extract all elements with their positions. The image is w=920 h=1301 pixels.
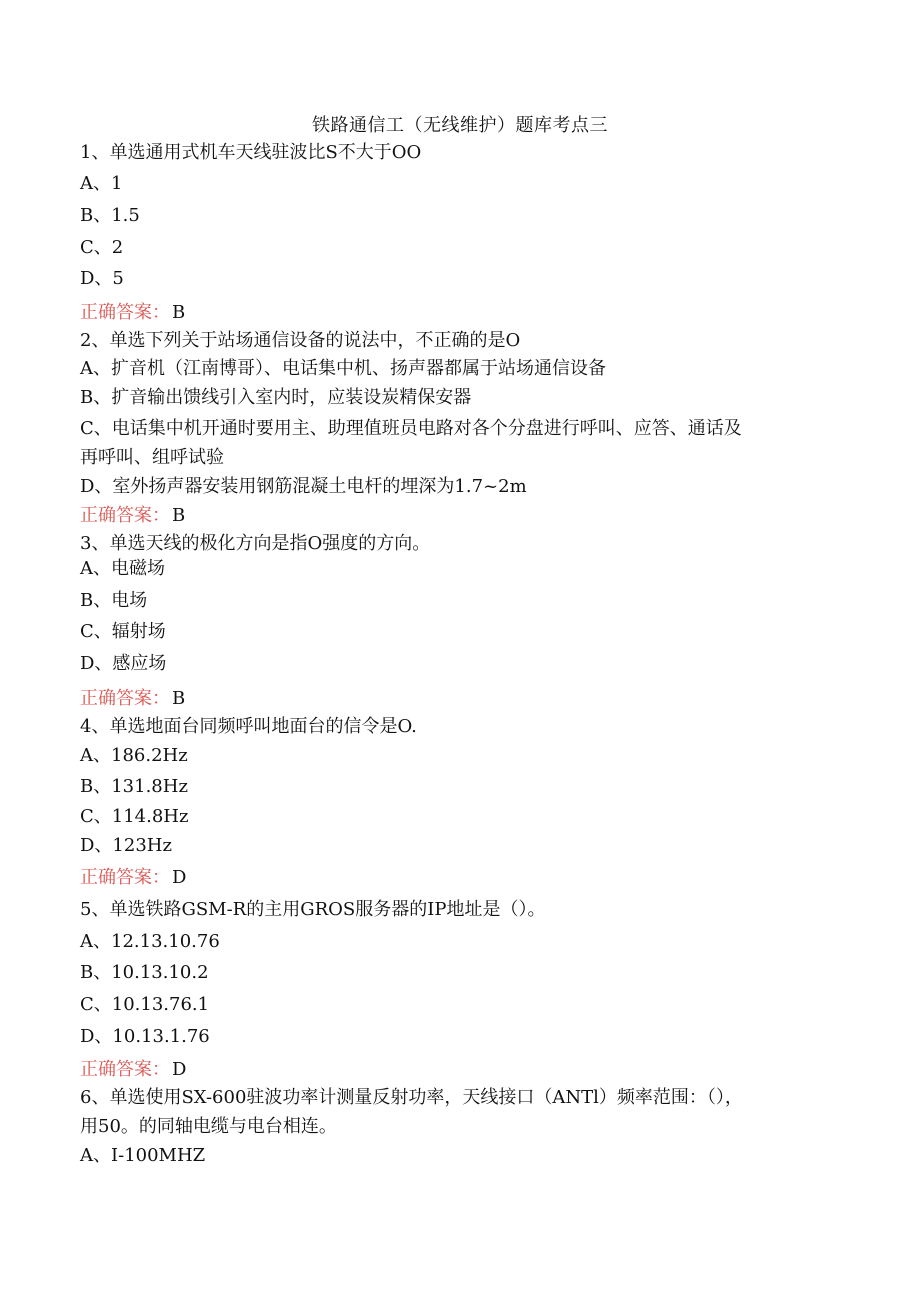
question-1-answer: [80, 302, 185, 324]
question-6-stem: 6、单选使用SX-600驻波功率计测量反射功率，天线接口（ANTl）频率范围：（），: [80, 1087, 743, 1108]
question-2-option-d: D、室外扬声器安装用钢筋混凝土电杆的埋深为1.7~2m: [80, 476, 527, 497]
question-2-option-c: C、电话集中机开通时要用主、助理值班员电路对各个分盘进行呼叫、应答、通话及: [80, 418, 742, 439]
question-5-option-a: A、12.13.10.76: [80, 931, 220, 952]
answer-value: B: [172, 688, 186, 709]
question-3-option-a: A、电磁场: [80, 558, 165, 579]
question-1-option-b: B、1.5: [80, 205, 140, 226]
question-2-option-a: A、扩音机（江南博哥）、电话集中机、扬声器都属于站场通信设备: [80, 358, 606, 379]
question-5-option-c: C、10.13.76.1: [80, 994, 210, 1015]
question-1-option-a: A、1: [80, 173, 123, 194]
question-5-stem: 5、单选铁路GSM-R的主用GROS服务器的IP地址是（）。: [80, 899, 546, 920]
question-2-stem: 2、单选下列关于站场通信设备的说法中，不正确的是O: [80, 330, 521, 351]
document-title: 铁路通信工（无线维护）题库考点三: [312, 115, 608, 136]
question-4-option-a: A、186.2Hz: [80, 745, 188, 766]
answer-value: D: [172, 1059, 187, 1080]
question-4-option-b: B、131.8Hz: [80, 776, 188, 797]
question-3-stem: 3、单选天线的极化方向是指O强度的方向。: [80, 533, 431, 554]
question-3-answer: [80, 688, 185, 710]
question-1-option-d: D、5: [80, 268, 124, 289]
question-2-option-c-continued: 再呼叫、组呼试验: [80, 447, 224, 468]
question-3-option-c: C、辐射场: [80, 621, 166, 642]
question-3-option-d: D、感应场: [80, 653, 167, 674]
question-4-answer: [80, 867, 186, 889]
answer-label: 正确答案：: [80, 302, 170, 323]
question-6-stem-continued: 用50。的同轴电缆与电台相连。: [80, 1116, 337, 1137]
answer-value: B: [172, 302, 186, 323]
question-6-option-a: A、I-100MHZ: [80, 1145, 206, 1166]
question-5-option-b: B、10.13.10.2: [80, 962, 209, 983]
answer-label: 正确答案：: [80, 505, 170, 526]
question-5-answer: [80, 1059, 186, 1081]
question-1-stem: 1、单选通用式机车天线驻波比S不大于OO: [80, 142, 422, 163]
question-4-option-d: D、123Hz: [80, 835, 172, 856]
question-2-option-b: B、扩音输出馈线引入室内时，应装设炭精保安器: [80, 387, 472, 408]
answer-label: 正确答案：: [80, 867, 170, 888]
question-2-answer: [80, 505, 185, 527]
answer-value: B: [172, 505, 186, 526]
answer-label: 正确答案：: [80, 688, 170, 709]
question-1-option-c: C、2: [80, 237, 124, 258]
answer-value: D: [172, 867, 187, 888]
question-4-option-c: C、114.8Hz: [80, 806, 189, 827]
question-3-option-b: B、电场: [80, 590, 148, 611]
answer-label: 正确答案：: [80, 1059, 170, 1080]
question-5-option-d: D、10.13.1.76: [80, 1026, 210, 1047]
question-4-stem: 4、单选地面台同频呼叫地面台的信令是O.: [80, 716, 417, 737]
